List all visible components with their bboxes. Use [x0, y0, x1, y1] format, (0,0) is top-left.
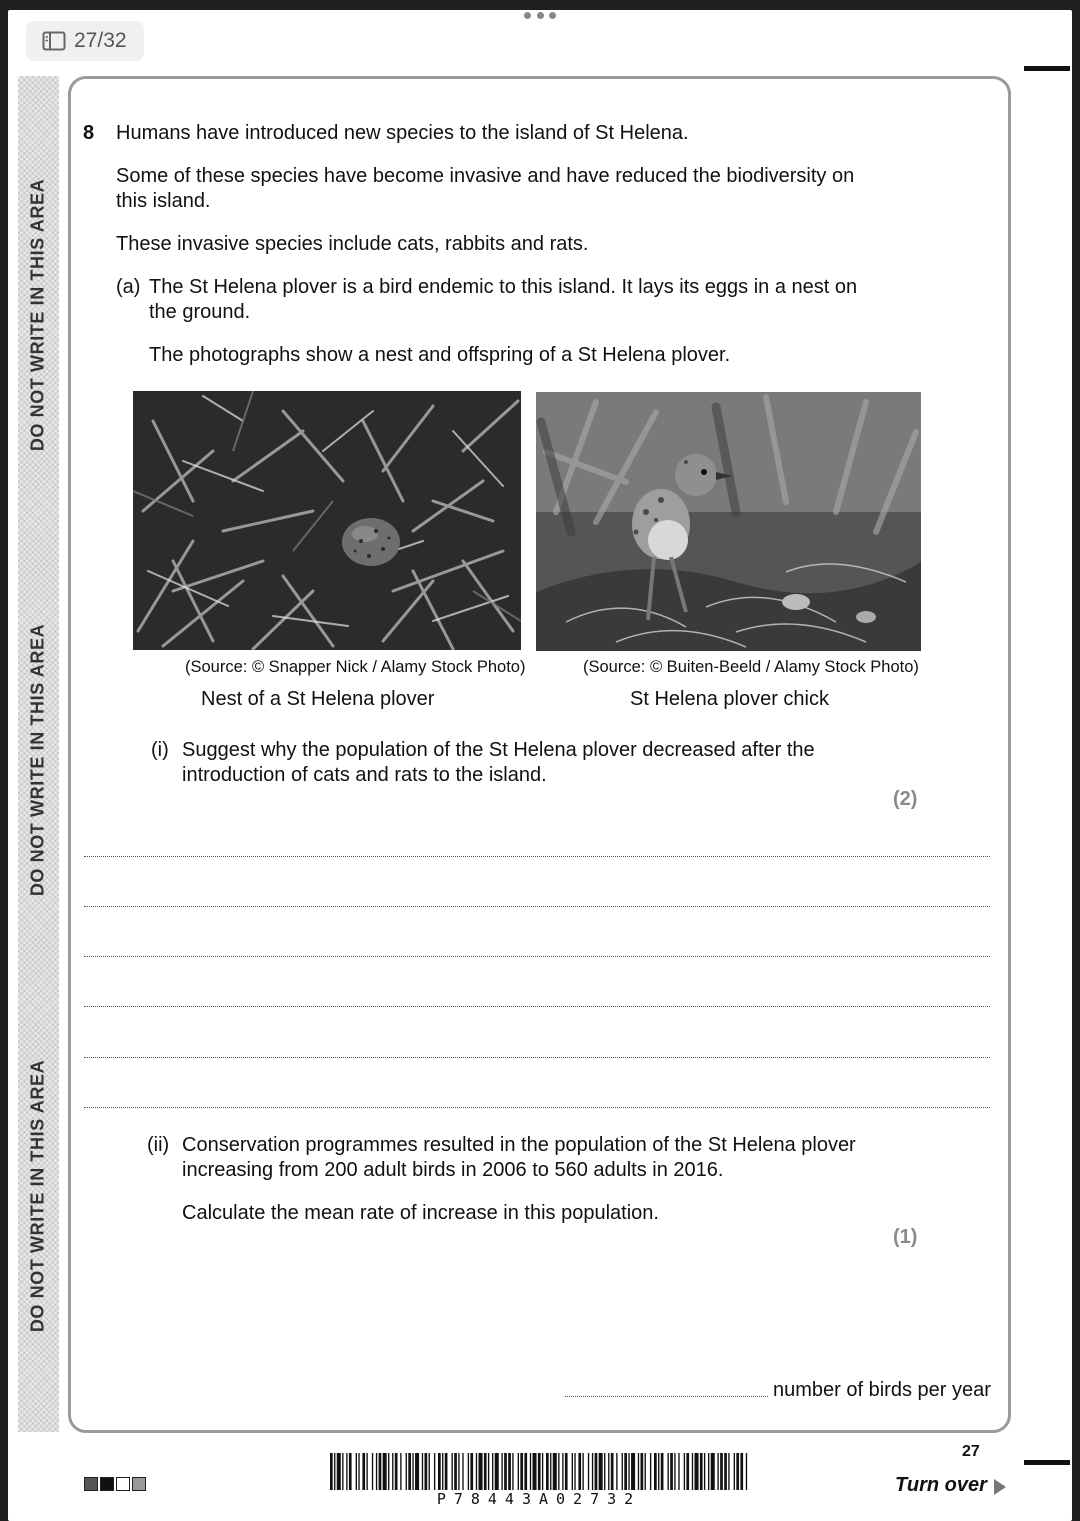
part-i-line1: Suggest why the population of the St Helena plover decreased after the: [182, 739, 815, 761]
plover-chick-photo: [536, 392, 921, 651]
plover-nest-photo: [133, 391, 521, 650]
part-ii-label: (ii): [147, 1134, 170, 1156]
registration-mark-bottom: [1024, 1460, 1070, 1465]
question-para1-line2: this island.: [116, 190, 211, 212]
photo-source-nest: (Source: © Snapper Nick / Alamy Stock Photo): [185, 658, 526, 676]
part-i-label: (i): [151, 739, 169, 761]
part-a-line1: The St Helena plover is a bird endemic to this island. It lays its eggs in a nest on: [149, 276, 858, 298]
registration-mark-top: [1024, 66, 1070, 71]
part-a-line2: the ground.: [149, 301, 251, 323]
page-indicator-text: 27/32: [74, 29, 127, 52]
answer-line[interactable]: [84, 1006, 990, 1007]
part-i-line2: introduction of cats and rats to the island.: [182, 764, 547, 786]
turn-over-label: Turn over: [895, 1474, 987, 1496]
drag-handle-icon[interactable]: [524, 11, 556, 19]
answer-unit-label: number of birds per year: [773, 1379, 991, 1401]
photo-source-chick: (Source: © Buiten-Beeld / Alamy Stock Photo): [583, 658, 919, 676]
part-ii-line1: Conservation programmes resulted in the population of the St Helena plover: [182, 1134, 856, 1156]
print-marker-squares: [84, 1477, 146, 1491]
part-ii-marks: (1): [893, 1226, 918, 1248]
question-para1-line1: Some of these species have become invasive and have reduced the biodiversity on: [116, 165, 855, 187]
answer-line[interactable]: [84, 1057, 990, 1058]
answer-line[interactable]: [84, 856, 990, 857]
photo-caption-chick: St Helena plover chick: [630, 688, 829, 710]
part-a-label: (a): [116, 276, 141, 298]
barcode-text: P78443A02732: [436, 1490, 642, 1508]
page-indicator-badge[interactable]: [26, 21, 144, 61]
part-a-photo-intro: The photographs show a nest and offspring of a St Helena plover.: [149, 344, 731, 366]
answer-blank-line[interactable]: [565, 1396, 768, 1397]
photo-caption-nest: Nest of a St Helena plover: [201, 688, 435, 710]
question-number: 8: [83, 122, 95, 144]
question-para2: These invasive species include cats, rabbits and rats.: [116, 233, 589, 255]
answer-line[interactable]: [84, 906, 990, 907]
part-ii-line2: increasing from 200 adult birds in 2006 to 560 adults in 2016.: [182, 1159, 724, 1181]
page-number: 27: [962, 1443, 980, 1460]
part-i-marks: (2): [893, 788, 918, 810]
turn-over-arrow-icon: [994, 1479, 1006, 1495]
part-ii-instruction: Calculate the mean rate of increase in this population.: [182, 1202, 659, 1224]
answer-line[interactable]: [84, 1107, 990, 1108]
answer-line[interactable]: [84, 956, 990, 957]
question-intro: Humans have introduced new species to the island of St Helena.: [116, 122, 689, 144]
sidebar-toggle-icon: [42, 31, 66, 51]
barcode: [330, 1453, 748, 1490]
